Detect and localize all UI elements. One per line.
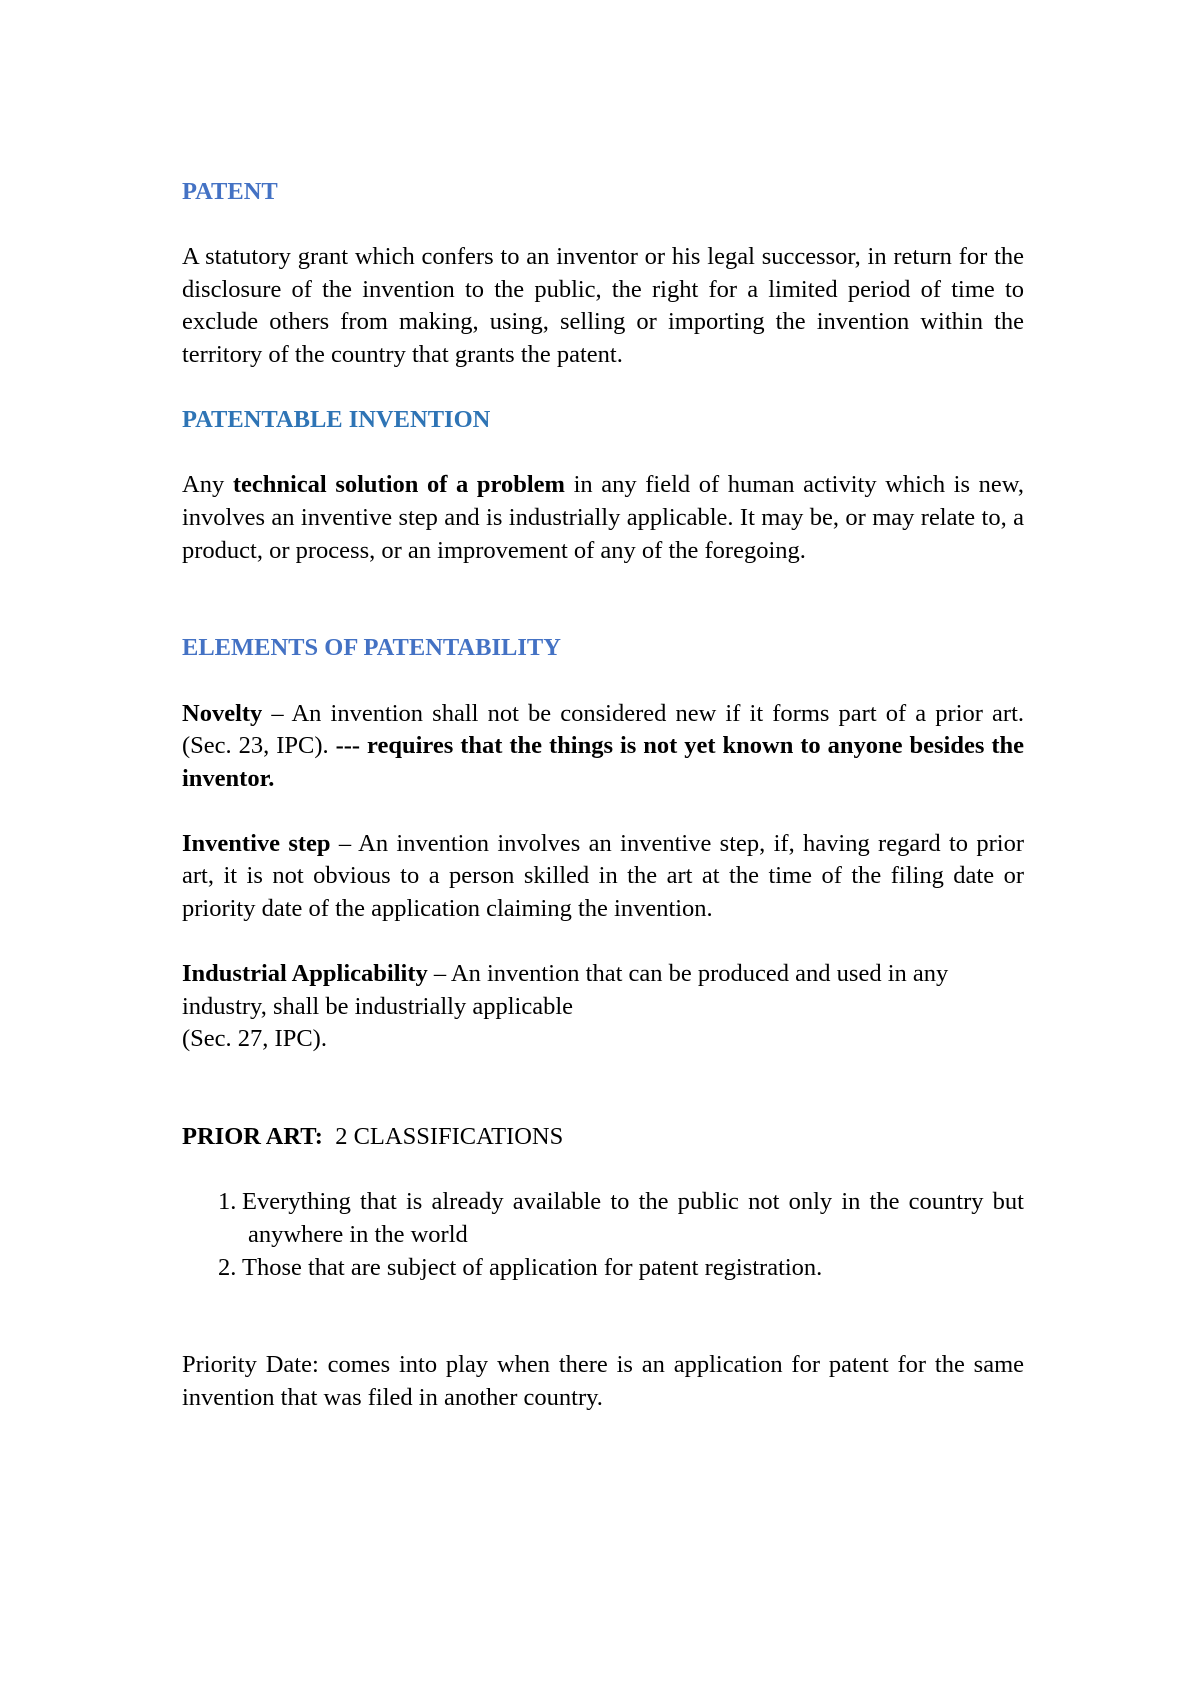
patentable-invention-bold: technical solution of a problem xyxy=(232,471,565,499)
novelty-term: Novelty xyxy=(182,699,263,727)
inventive-step-text: – An invention involves an inventive step, if, having regard to prior art, it is not obvious to a person skilled in the art at the time of the filing date or priority date of the application claiming the invention. xyxy=(182,829,1024,923)
prior-art-heading-bold: PRIOR ART: xyxy=(182,1123,323,1151)
heading-prior-art xyxy=(182,1121,1024,1154)
novelty-text: – An invention shall not be considered new if it forms part of a prior art. (Sec. 23, IPC). xyxy=(182,699,1024,760)
novelty-paragraph xyxy=(182,698,1024,796)
list-item xyxy=(182,1252,1024,1285)
industrial-applicability-term: Industrial Applicability xyxy=(182,960,428,988)
list-item-number: 2. xyxy=(218,1253,237,1281)
heading-elements: ELEMENTS OF PATENTABILITY xyxy=(182,634,561,662)
inventive-step-term: Inventive step xyxy=(182,829,331,857)
patentable-invention-prefix: Any xyxy=(182,471,233,499)
inventive-step-paragraph xyxy=(182,828,1024,926)
list-item xyxy=(182,1186,1024,1251)
patent-definition: A statutory grant which confers to an inventor or his legal successor, in return for the disclosure of the invention to the public, the right for a limited period of time to exclude others from making, using, selling or importing the invention within the territory of the country that grants the patent. xyxy=(182,243,1024,368)
list-item-number: 1. xyxy=(218,1188,237,1216)
industrial-applicability-text: – An invention that can be produced and used in any industry, shall be industrially applicable xyxy=(182,960,949,1020)
patentable-invention-definition xyxy=(182,469,1024,567)
industrial-applicability-citation: (Sec. 27, IPC). xyxy=(182,1025,327,1053)
prior-art-heading-rest: 2 CLASSIFICATIONS xyxy=(322,1123,564,1151)
document-body xyxy=(182,176,1024,1415)
heading-patent: PATENT xyxy=(182,178,278,205)
patentable-invention-suffix: in any field of human activity which is new, involves an inventive step and is industrially applicable. It may be, or may relate to, a product, or process, or an improvement of any of the foregoing. xyxy=(182,471,1024,564)
heading-patentable-invention: PATENTABLE INVENTION xyxy=(182,406,491,434)
list-item-text: Everything that is already available to the public not only in the country but anywhere in the world xyxy=(242,1188,1024,1248)
novelty-bold-tail: --- requires that the things is not yet known to anyone besides the inventor. xyxy=(182,732,1024,792)
priority-date-paragraph: Priority Date: comes into play when there is an application for patent for the same invention that was filed in another country. xyxy=(182,1351,1024,1411)
industrial-applicability-paragraph xyxy=(182,958,1024,1056)
prior-art-list xyxy=(182,1186,1024,1284)
list-item-text: Those that are subject of application for patent registration. xyxy=(242,1253,823,1281)
